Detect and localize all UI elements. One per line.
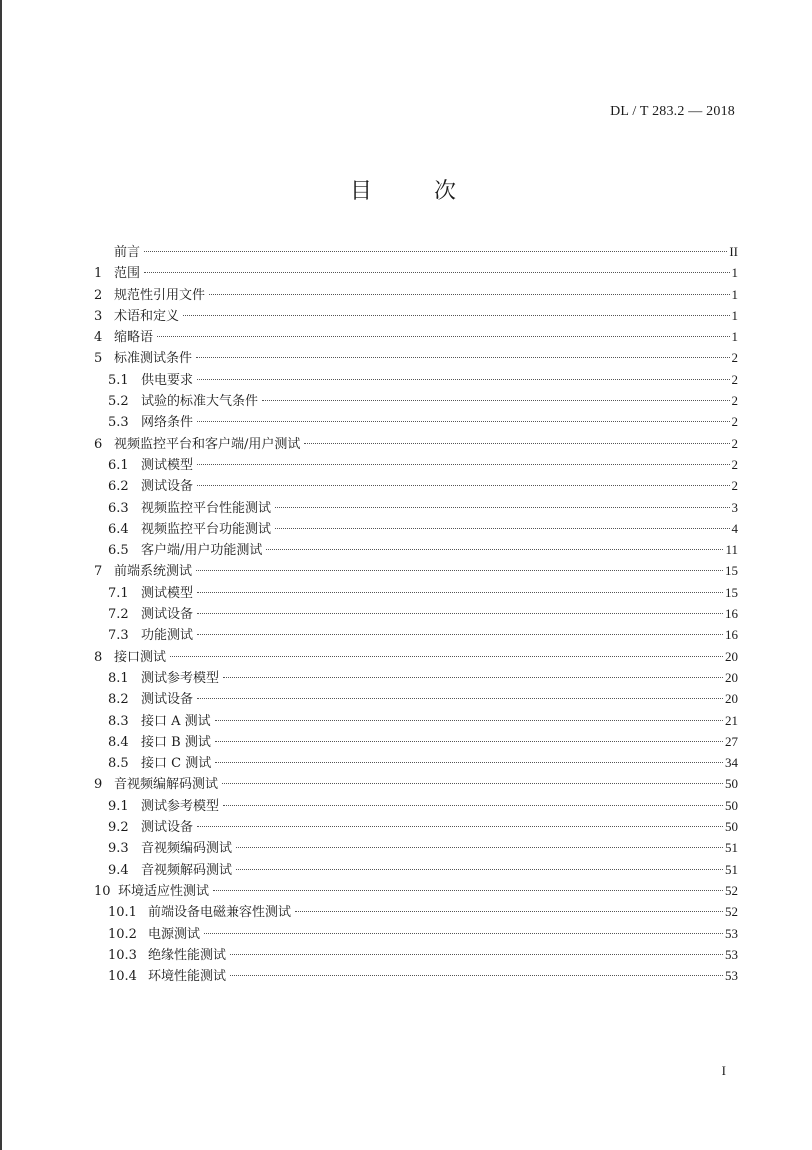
toc-entry-page: 52 [725, 904, 738, 920]
toc-entry-label: 音视频编解码测试 [114, 777, 219, 793]
page-title: 目 次 [349, 179, 462, 204]
toc-entry-label: 音视频编码测试 [141, 841, 233, 857]
toc-dot-leader [266, 549, 723, 550]
toc-entry-page: 2 [731, 371, 738, 387]
toc-entry-page: 2 [731, 414, 738, 430]
toc-entry-label: 供电要求 [141, 372, 194, 388]
toc-entry-label: 测试设备 [141, 479, 194, 495]
toc-entry-page: 15 [725, 584, 738, 600]
toc-entry-page: 53 [725, 925, 738, 941]
toc-dot-leader [196, 357, 729, 358]
toc-entry-page: 51 [725, 861, 738, 877]
toc-entry[interactable] [94, 582, 738, 603]
toc-dot-leader [215, 720, 723, 721]
toc-dot-leader [213, 890, 723, 891]
toc-entry[interactable] [94, 795, 738, 816]
toc-entry-label: 术语和定义 [114, 308, 180, 324]
toc-entry[interactable] [94, 284, 738, 305]
toc-entry-number: 10.4 [108, 969, 137, 985]
toc-entry-number: 1 [94, 266, 103, 282]
toc-entry-label: 前端系统测试 [114, 564, 193, 580]
toc-entry[interactable] [94, 710, 738, 731]
toc-entry[interactable] [94, 560, 738, 581]
toc-entry-page: 16 [725, 627, 738, 643]
toc-entry-page: 1 [731, 265, 738, 281]
toc-entry-page: 2 [731, 435, 738, 451]
toc-dot-leader [275, 528, 729, 529]
toc-entry[interactable] [94, 731, 738, 752]
toc-dot-leader [144, 251, 727, 252]
toc-entry-number: 7.1 [108, 585, 129, 601]
toc-dot-leader [197, 613, 723, 614]
toc-entry-number: 8 [94, 649, 103, 665]
toc-entry-label: 标准测试条件 [114, 351, 193, 367]
toc-entry-page: 1 [731, 329, 738, 345]
page-number: I [721, 1063, 726, 1078]
toc-entry-page: II [729, 244, 738, 259]
toc-entry-number: 9 [94, 777, 103, 793]
toc-entry-page: 52 [725, 882, 738, 898]
toc-entry-number: 10.3 [108, 947, 137, 963]
toc-entry-label: 前端设备电磁兼容性测试 [148, 905, 292, 921]
toc-entry[interactable] [94, 347, 738, 368]
toc-entry[interactable] [94, 837, 738, 858]
toc-entry-number: 7.2 [108, 607, 129, 623]
toc-entry-label: 测试设备 [141, 692, 194, 708]
toc-dot-leader [197, 464, 729, 465]
toc-entry-page: 50 [725, 819, 738, 835]
toc-entry-number: 5.2 [108, 394, 129, 410]
table-of-contents [94, 241, 738, 986]
toc-entry-page: 27 [725, 733, 738, 749]
toc-entry-page: 2 [731, 478, 738, 494]
toc-entry[interactable] [94, 965, 738, 986]
toc-entry-page: 2 [731, 350, 738, 366]
toc-entry[interactable] [94, 752, 738, 773]
toc-entry-label: 测试模型 [141, 585, 194, 601]
toc-dot-leader [197, 379, 729, 380]
toc-entry-page: 4 [731, 520, 738, 536]
toc-entry-label: 功能测试 [141, 628, 194, 644]
toc-entry[interactable] [94, 262, 738, 283]
toc-dot-leader [295, 911, 723, 912]
toc-entry[interactable] [94, 859, 738, 880]
toc-entry-page: 1 [731, 286, 738, 302]
toc-entry-label: 前言 [114, 245, 141, 260]
toc-entry[interactable] [94, 646, 738, 667]
toc-entry-page: 34 [725, 755, 738, 771]
toc-entry-number: 7 [94, 564, 103, 580]
toc-entry-page: 53 [725, 946, 738, 962]
toc-entry-number: 8.1 [108, 670, 129, 686]
toc-dot-leader [197, 592, 723, 593]
toc-dot-leader [262, 400, 729, 401]
toc-entry-page: 20 [725, 648, 738, 664]
toc-entry-label: 绝缘性能测试 [148, 947, 227, 963]
toc-entry-label: 客户端/用户功能测试 [141, 543, 263, 559]
toc-entry[interactable] [94, 475, 738, 496]
toc-entry-label: 电源测试 [148, 926, 201, 942]
toc-entry[interactable] [94, 923, 738, 944]
toc-entry-page: 3 [731, 499, 738, 515]
toc-entry-page: 16 [725, 606, 738, 622]
toc-entry-label: 视频监控平台功能测试 [141, 521, 272, 537]
toc-dot-leader [197, 421, 729, 422]
toc-entry-number: 6 [94, 436, 103, 452]
toc-entry[interactable] [94, 688, 738, 709]
toc-entry-label: 接口 B 测试 [141, 734, 211, 750]
toc-dot-leader [197, 634, 723, 635]
toc-entry-label: 范围 [114, 266, 141, 282]
toc-entry-label: 接口测试 [114, 649, 167, 665]
page-left-border [0, 0, 2, 1150]
toc-entry-number: 5 [94, 351, 103, 367]
toc-entry-number: 2 [94, 287, 103, 303]
toc-entry[interactable] [94, 667, 738, 688]
toc-entry-label: 视频监控平台和客户端/用户测试 [114, 436, 301, 452]
toc-entry-page: 15 [725, 563, 738, 579]
toc-dot-leader [223, 677, 723, 678]
toc-dot-leader [157, 336, 729, 337]
toc-entry-page: 21 [725, 712, 738, 728]
toc-entry-label: 网络条件 [141, 415, 194, 431]
toc-entry[interactable] [94, 305, 738, 326]
toc-entry[interactable] [94, 816, 738, 837]
toc-entry[interactable] [94, 944, 738, 965]
toc-entry[interactable] [94, 880, 738, 901]
toc-entry[interactable] [94, 539, 738, 560]
toc-dot-leader [275, 507, 729, 508]
toc-entry-page: 11 [725, 542, 738, 558]
toc-entry-page: 20 [725, 691, 738, 707]
toc-entry-page: 2 [731, 393, 738, 409]
toc-dot-leader [222, 783, 723, 784]
toc-entry-label: 音视频解码测试 [141, 862, 233, 878]
toc-entry-label: 接口 A 测试 [141, 713, 211, 729]
toc-entry-number: 6.4 [108, 521, 129, 537]
toc-entry-number: 6.5 [108, 543, 129, 559]
toc-entry-number: 3 [94, 308, 103, 324]
toc-entry-number: 9.3 [108, 841, 129, 857]
toc-entry-page: 2 [731, 456, 738, 472]
toc-dot-leader [215, 741, 723, 742]
toc-entry-label: 环境性能测试 [148, 969, 227, 985]
toc-entry-number: 10 [94, 883, 111, 899]
toc-entry[interactable] [94, 901, 738, 922]
toc-dot-leader [230, 954, 723, 955]
toc-entry-label: 环境适应性测试 [118, 883, 210, 899]
toc-entry-label: 接口 C 测试 [141, 756, 212, 772]
toc-entry-number: 9.1 [108, 798, 129, 814]
toc-entry[interactable] [94, 454, 738, 475]
toc-entry-number: 7.3 [108, 628, 129, 644]
toc-entry[interactable] [94, 326, 738, 347]
toc-entry-number: 5.3 [108, 415, 129, 431]
toc-entry[interactable] [94, 497, 738, 518]
toc-dot-leader [236, 847, 723, 848]
toc-entry-number: 9.2 [108, 820, 129, 836]
toc-entry-label: 测试设备 [141, 820, 194, 836]
standard-code: DL / T 283.2 — 2018 [610, 104, 735, 119]
toc-entry[interactable] [94, 518, 738, 539]
toc-dot-leader [144, 272, 729, 273]
toc-dot-leader [197, 485, 729, 486]
toc-entry-page: 50 [725, 776, 738, 792]
toc-dot-leader [196, 570, 723, 571]
toc-entry-label: 测试参考模型 [141, 798, 220, 814]
toc-entry-number: 10.1 [108, 905, 137, 921]
toc-dot-leader [236, 869, 723, 870]
toc-entry-label: 缩略语 [114, 330, 154, 346]
toc-dot-leader [223, 805, 723, 806]
toc-entry-page: 53 [725, 968, 738, 984]
toc-entry-label: 规范性引用文件 [114, 287, 206, 303]
toc-entry-number: 6.2 [108, 479, 129, 495]
toc-entry-number: 8.3 [108, 713, 129, 729]
toc-dot-leader [170, 656, 723, 657]
toc-entry-page: 50 [725, 797, 738, 813]
toc-entry-number: 8.2 [108, 692, 129, 708]
toc-entry-number: 6.3 [108, 500, 129, 516]
toc-entry-label: 试验的标准大气条件 [141, 394, 259, 410]
toc-dot-leader [183, 315, 729, 316]
toc-entry-label: 视频监控平台性能测试 [141, 500, 272, 516]
toc-dot-leader [230, 975, 723, 976]
toc-entry[interactable] [94, 369, 738, 390]
toc-entry-label: 测试模型 [141, 457, 194, 473]
toc-entry-label: 测试设备 [141, 607, 194, 623]
toc-entry[interactable] [94, 411, 738, 432]
toc-entry-page: 51 [725, 840, 738, 856]
toc-entry-page: 20 [725, 669, 738, 685]
toc-dot-leader [204, 933, 723, 934]
toc-entry-number: 5.1 [108, 372, 129, 388]
toc-entry[interactable] [94, 624, 738, 645]
toc-entry-number: 6.1 [108, 457, 129, 473]
toc-dot-leader [197, 698, 723, 699]
toc-entry-number: 8.4 [108, 734, 129, 750]
toc-entry-page: 1 [731, 307, 738, 323]
toc-entry[interactable] [94, 773, 738, 794]
toc-entry-number: 4 [94, 330, 103, 346]
toc-dot-leader [197, 826, 723, 827]
toc-entry[interactable] [94, 433, 738, 454]
toc-dot-leader [304, 443, 729, 444]
toc-entry-number: 9.4 [108, 862, 129, 878]
toc-dot-leader [215, 762, 723, 763]
toc-entry[interactable] [94, 241, 738, 262]
toc-entry-number: 8.5 [108, 756, 129, 772]
toc-entry[interactable] [94, 390, 738, 411]
toc-dot-leader [209, 294, 729, 295]
toc-entry-number: 10.2 [108, 926, 137, 942]
toc-entry[interactable] [94, 603, 738, 624]
toc-entry-label: 测试参考模型 [141, 670, 220, 686]
